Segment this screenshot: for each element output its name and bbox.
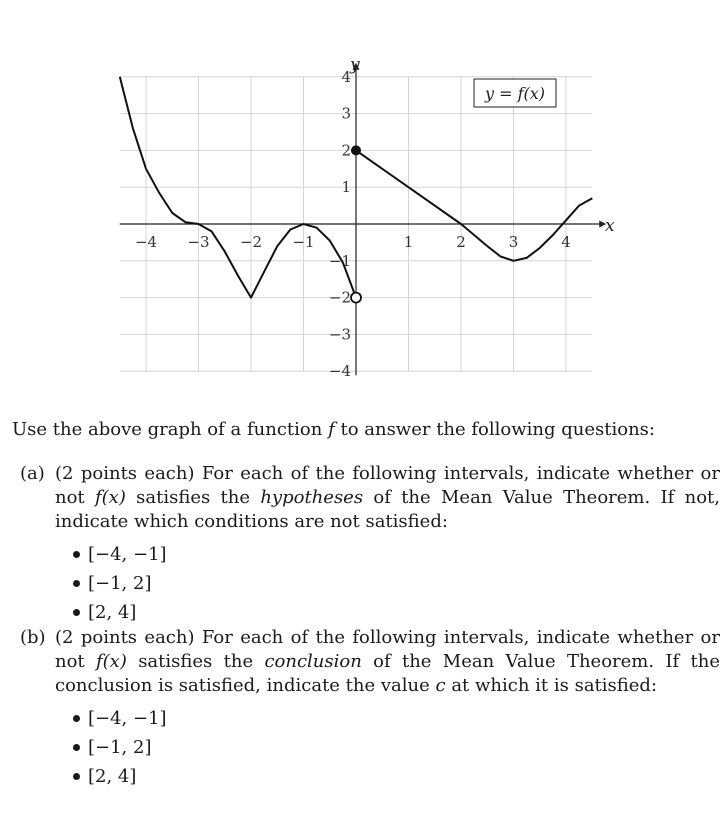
y-tick-label: −3 [328, 325, 351, 344]
y-tick-label: 3 [341, 104, 351, 123]
interval-item: [−1, 2] [20, 733, 720, 762]
y-axis-label: y [350, 55, 360, 75]
y-tick-label: 4 [341, 67, 351, 86]
bullet-icon [73, 551, 80, 558]
x-tick-label: 3 [508, 233, 519, 251]
x-tick-label: 2 [456, 233, 466, 251]
question-a [20, 462, 720, 627]
interval-item: [−4, −1] [20, 704, 720, 733]
function-graph [0, 0, 722, 400]
interval-item: [2, 4] [20, 762, 720, 791]
bullet-icon [73, 609, 80, 616]
question-b-intervals [20, 704, 720, 791]
bullet-icon [73, 744, 80, 751]
question-b-label: (b) [20, 627, 46, 648]
interval-item: [2, 4] [20, 598, 720, 627]
bullet-icon [73, 715, 80, 722]
x-tick-label: −1 [292, 233, 315, 251]
graph-svg [0, 0, 722, 400]
x-axis-label: x [605, 216, 615, 236]
x-tick-label: −3 [187, 233, 210, 251]
interval-item: [−4, −1] [20, 540, 720, 569]
interval-item: [−1, 2] [20, 569, 720, 598]
curve-right-series [356, 150, 592, 260]
x-tick-label: −4 [134, 233, 158, 251]
intro-text: Use the above graph of a function f to answer the following questions: [12, 419, 655, 440]
bullet-icon [73, 773, 80, 780]
question-a-label: (a) [20, 463, 45, 484]
y-tick-label: −4 [328, 362, 351, 381]
open-point [351, 293, 361, 303]
question-b [20, 626, 720, 791]
legend-label: y = f(x) [484, 84, 546, 103]
bullet-icon [73, 580, 80, 587]
y-tick-label: 1 [341, 178, 351, 197]
question-a-text: (2 points each) For each of the following intervals, indicate whether or not f(x) satisfies the hypotheses of the Mean Value Theorem. If not, indicate which conditions are not satisfied: [55, 463, 720, 532]
y-tick-label: 2 [341, 141, 351, 160]
y-tick-label: −1 [328, 251, 351, 270]
question-b-text: (2 points each) For each of the following intervals, indicate whether or not f(x) satisfies the conclusion of the Mean Value Theorem. If the conclusion is satisfied, indicate the value c at which it is satisfied: [55, 627, 720, 696]
y-tick-label: −2 [328, 288, 351, 307]
x-tick-label: 1 [403, 233, 414, 251]
x-tick-label: 4 [561, 233, 571, 251]
closed-point [351, 145, 361, 155]
question-a-intervals [20, 540, 720, 627]
x-tick-label: −2 [239, 233, 263, 251]
